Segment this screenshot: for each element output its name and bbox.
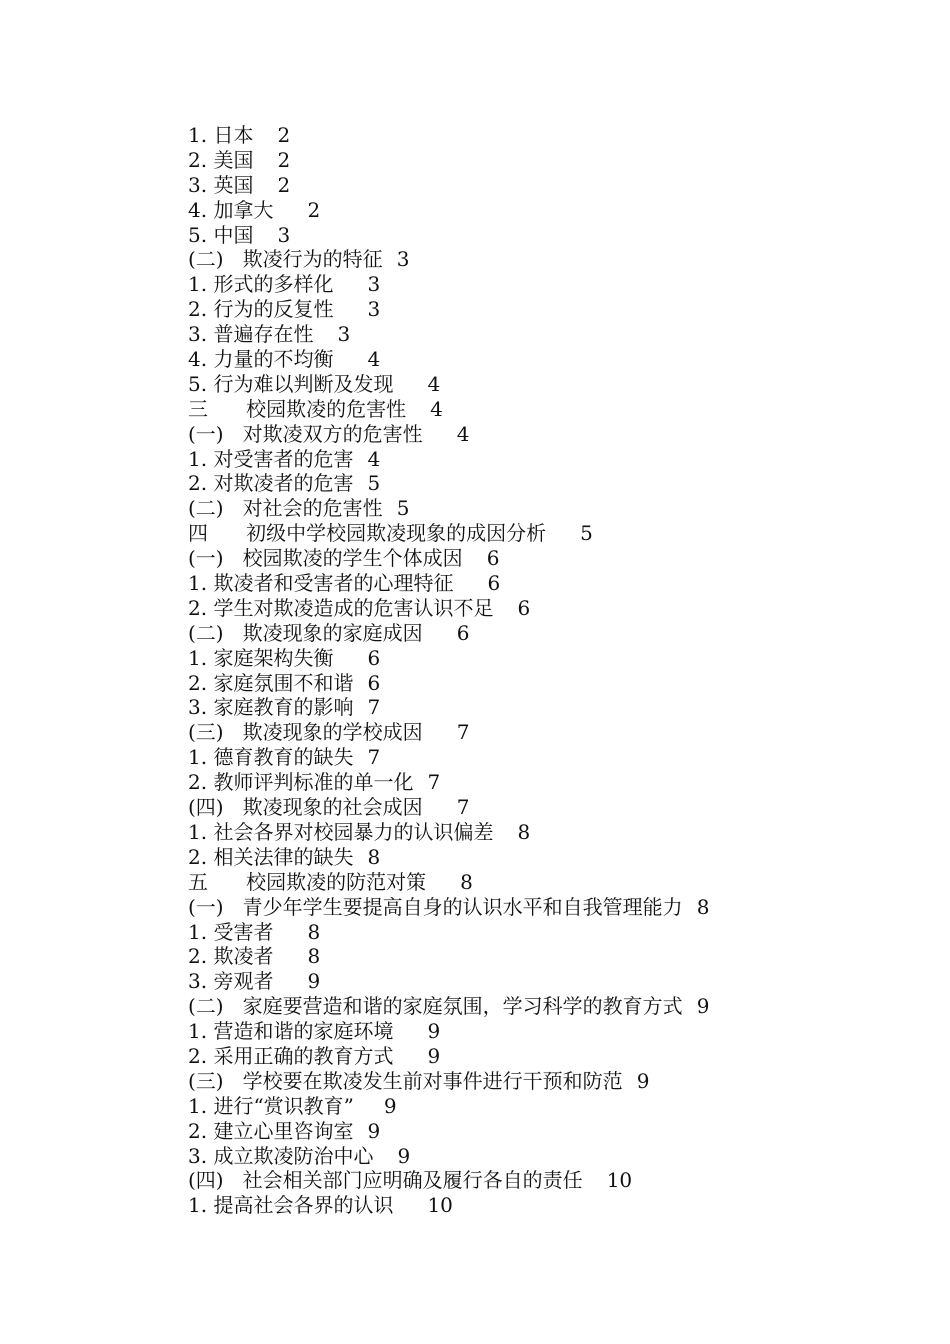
toc-entry[interactable] — [188, 297, 888, 322]
toc-entry-page-number: 4 — [427, 371, 441, 396]
toc-entry-page-number: 3 — [367, 272, 381, 297]
toc-entry-title: 1. 提高社会各界的认识 — [188, 1193, 394, 1218]
toc-entry-title: 2. 家庭氛围不和谐 — [188, 670, 354, 695]
toc-entry-page-number: 6 — [367, 645, 381, 670]
toc-entry-page-number: 8 — [696, 894, 710, 919]
toc-entry[interactable] — [188, 223, 888, 248]
toc-entry[interactable] — [188, 621, 888, 646]
toc-entry-page-number: 10 — [427, 1193, 453, 1218]
toc-entry[interactable] — [188, 198, 888, 223]
toc-entry-page-number: 2 — [277, 172, 291, 197]
toc-entry-page-number: 2 — [307, 197, 321, 222]
toc-entry-title: 3. 旁观者 — [188, 969, 274, 994]
toc-entry-title: (三) 欺凌现象的学校成因 — [188, 720, 423, 745]
toc-entry-title: (一) 校园欺凌的学生个体成因 — [188, 546, 463, 571]
toc-entry-title: 2. 学生对欺凌造成的危害认识不足 — [188, 595, 494, 620]
toc-entry-title: 5. 中国 — [188, 222, 254, 247]
toc-entry-page-number: 3 — [337, 322, 351, 347]
toc-entry-title: 1. 日本 — [188, 123, 254, 147]
table-of-contents — [188, 123, 888, 1218]
toc-entry-page-number: 9 — [636, 1068, 650, 1093]
toc-entry[interactable] — [188, 247, 888, 272]
toc-entry-page-number: 6 — [367, 670, 381, 695]
toc-entry[interactable] — [188, 521, 888, 546]
toc-entry-title: 3. 英国 — [188, 172, 254, 197]
toc-entry-title: 2. 建立心里咨询室 — [188, 1118, 354, 1143]
toc-entry-page-number: 6 — [487, 571, 501, 596]
toc-entry-title: 1. 受害者 — [188, 919, 274, 944]
toc-entry[interactable] — [188, 1193, 888, 1218]
toc-entry[interactable] — [188, 895, 888, 920]
toc-entry[interactable] — [188, 994, 888, 1019]
toc-entry-page-number: 8 — [307, 919, 321, 944]
toc-entry-page-number: 7 — [367, 745, 381, 770]
toc-entry-page-number: 5 — [367, 471, 381, 496]
toc-entry-page-number: 9 — [427, 1019, 441, 1044]
toc-entry-page-number: 5 — [396, 496, 410, 521]
toc-entry[interactable] — [188, 1094, 888, 1119]
toc-entry-title: (一) 青少年学生要提高自身的认识水平和自我管理能力 — [188, 894, 683, 919]
toc-entry-page-number: 10 — [606, 1168, 633, 1193]
toc-entry-title: 三 校园欺凌的危害性 — [188, 396, 407, 421]
toc-entry-title: 1. 对受害者的危害 — [188, 446, 354, 471]
toc-entry-title: 五 校园欺凌的防范对策 — [188, 869, 427, 894]
toc-entry[interactable] — [188, 123, 888, 148]
toc-entry[interactable] — [188, 920, 888, 945]
toc-entry[interactable] — [188, 969, 888, 994]
toc-entry-title: 2. 行为的反复性 — [188, 297, 334, 322]
toc-entry-title: 4. 力量的不均衡 — [188, 347, 334, 372]
toc-entry-title: 2. 对欺凌者的危害 — [188, 471, 354, 496]
toc-entry-page-number: 7 — [456, 720, 470, 745]
toc-entry-title: (二) 欺凌现象的家庭成因 — [188, 620, 423, 645]
toc-entry-page-number: 2 — [277, 147, 291, 172]
toc-entry-page-number: 8 — [367, 844, 381, 869]
toc-entry-title: (二) 对社会的危害性 — [188, 496, 383, 521]
toc-entry[interactable] — [188, 422, 888, 447]
toc-entry[interactable] — [188, 148, 888, 173]
toc-entry-title: 3. 成立欺凌防治中心 — [188, 1143, 374, 1168]
toc-entry-page-number: 7 — [367, 695, 381, 720]
toc-entry[interactable] — [188, 322, 888, 347]
toc-entry[interactable] — [188, 272, 888, 297]
toc-entry[interactable] — [188, 745, 888, 770]
toc-entry-title: 3. 家庭教育的影响 — [188, 695, 354, 720]
toc-entry-title: 1. 欺凌者和受害者的心理特征 — [188, 571, 454, 596]
toc-entry[interactable] — [188, 571, 888, 596]
toc-entry-page-number: 2 — [277, 123, 291, 147]
toc-entry[interactable] — [188, 173, 888, 198]
toc-entry-page-number: 9 — [696, 994, 710, 1019]
toc-entry[interactable] — [188, 447, 888, 472]
toc-entry[interactable] — [188, 795, 888, 820]
toc-entry-page-number: 9 — [397, 1143, 411, 1168]
toc-entry[interactable] — [188, 944, 888, 969]
toc-entry[interactable] — [188, 397, 888, 422]
toc-entry[interactable] — [188, 720, 888, 745]
toc-entry[interactable] — [188, 1144, 888, 1169]
toc-entry-page-number: 8 — [307, 944, 321, 969]
toc-entry-title: 3. 普遍存在性 — [188, 322, 314, 347]
toc-entry-page-number: 9 — [367, 1118, 381, 1143]
toc-entry-title: 5. 行为难以判断及发现 — [188, 371, 394, 396]
toc-entry-page-number: 7 — [427, 770, 441, 795]
toc-entry-title: (二) 欺凌行为的特征 — [188, 247, 383, 272]
toc-entry-title: 1. 形式的多样化 — [188, 272, 334, 297]
toc-entry-page-number: 7 — [456, 795, 470, 820]
toc-entry-title: 1. 德育教育的缺失 — [188, 745, 354, 770]
toc-entry-page-number: 6 — [517, 595, 531, 620]
toc-entry-page-number: 4 — [367, 347, 381, 372]
toc-entry[interactable] — [188, 471, 888, 496]
toc-entry-title: 1. 家庭架构失衡 — [188, 645, 334, 670]
toc-entry-page-number: 6 — [456, 620, 470, 645]
toc-entry-page-number: 6 — [486, 546, 500, 571]
toc-entry-title: (四) 欺凌现象的社会成因 — [188, 795, 423, 820]
toc-entry[interactable] — [188, 845, 888, 870]
toc-entry[interactable] — [188, 695, 888, 720]
toc-entry-title: (二) 家庭要营造和谐的家庭氛围，学习科学的教育方式 — [188, 994, 683, 1019]
toc-entry[interactable] — [188, 1119, 888, 1144]
toc-entry-page-number: 8 — [517, 819, 531, 844]
toc-entry[interactable] — [188, 347, 888, 372]
toc-entry[interactable] — [188, 870, 888, 895]
toc-entry[interactable] — [188, 671, 888, 696]
toc-entry[interactable] — [188, 646, 888, 671]
toc-entry-title: 1. 进行“赏识教育” — [188, 1093, 354, 1118]
toc-entry-page-number: 9 — [383, 1093, 397, 1118]
toc-entry-page-number: 8 — [460, 869, 473, 894]
toc-entry-title: 4. 加拿大 — [188, 197, 274, 222]
toc-entry-page-number: 4 — [456, 421, 470, 446]
toc-entry-page-number: 9 — [427, 1043, 441, 1068]
toc-entry-page-number: 3 — [277, 222, 291, 247]
toc-entry-title: (四) 社会相关部门应明确及履行各自的责任 — [188, 1168, 583, 1193]
toc-entry-title: 2. 欺凌者 — [188, 944, 274, 969]
toc-entry[interactable] — [188, 1044, 888, 1069]
toc-entry[interactable] — [188, 1019, 888, 1044]
toc-entry[interactable] — [188, 496, 888, 521]
toc-entry-title: 四 初级中学校园欺凌现象的成因分析 — [188, 521, 547, 546]
toc-entry-title: 2. 采用正确的教育方式 — [188, 1043, 394, 1068]
toc-entry-title: 2. 美国 — [188, 147, 254, 172]
toc-entry-title: 1. 社会各界对校园暴力的认识偏差 — [188, 819, 494, 844]
toc-entry[interactable] — [188, 372, 888, 397]
toc-entry[interactable] — [188, 546, 888, 571]
toc-entry[interactable] — [188, 770, 888, 795]
toc-entry-page-number: 3 — [367, 297, 381, 322]
toc-entry-page-number: 5 — [580, 521, 593, 546]
toc-entry-title: 2. 教师评判标准的单一化 — [188, 770, 414, 795]
toc-entry-title: (三) 学校要在欺凌发生前对事件进行干预和防范 — [188, 1068, 623, 1093]
toc-entry-title: (一) 对欺凌双方的危害性 — [188, 421, 423, 446]
toc-entry-title: 1. 营造和谐的家庭环境 — [188, 1019, 394, 1044]
toc-entry[interactable] — [188, 596, 888, 621]
toc-entry-page-number: 3 — [396, 247, 410, 272]
toc-entry[interactable] — [188, 820, 888, 845]
toc-entry[interactable] — [188, 1168, 888, 1193]
toc-entry[interactable] — [188, 1069, 888, 1094]
toc-entry-title: 2. 相关法律的缺失 — [188, 844, 354, 869]
toc-entry-page-number: 4 — [430, 396, 443, 421]
toc-entry-page-number: 4 — [367, 446, 381, 471]
toc-entry-page-number: 9 — [307, 969, 321, 994]
